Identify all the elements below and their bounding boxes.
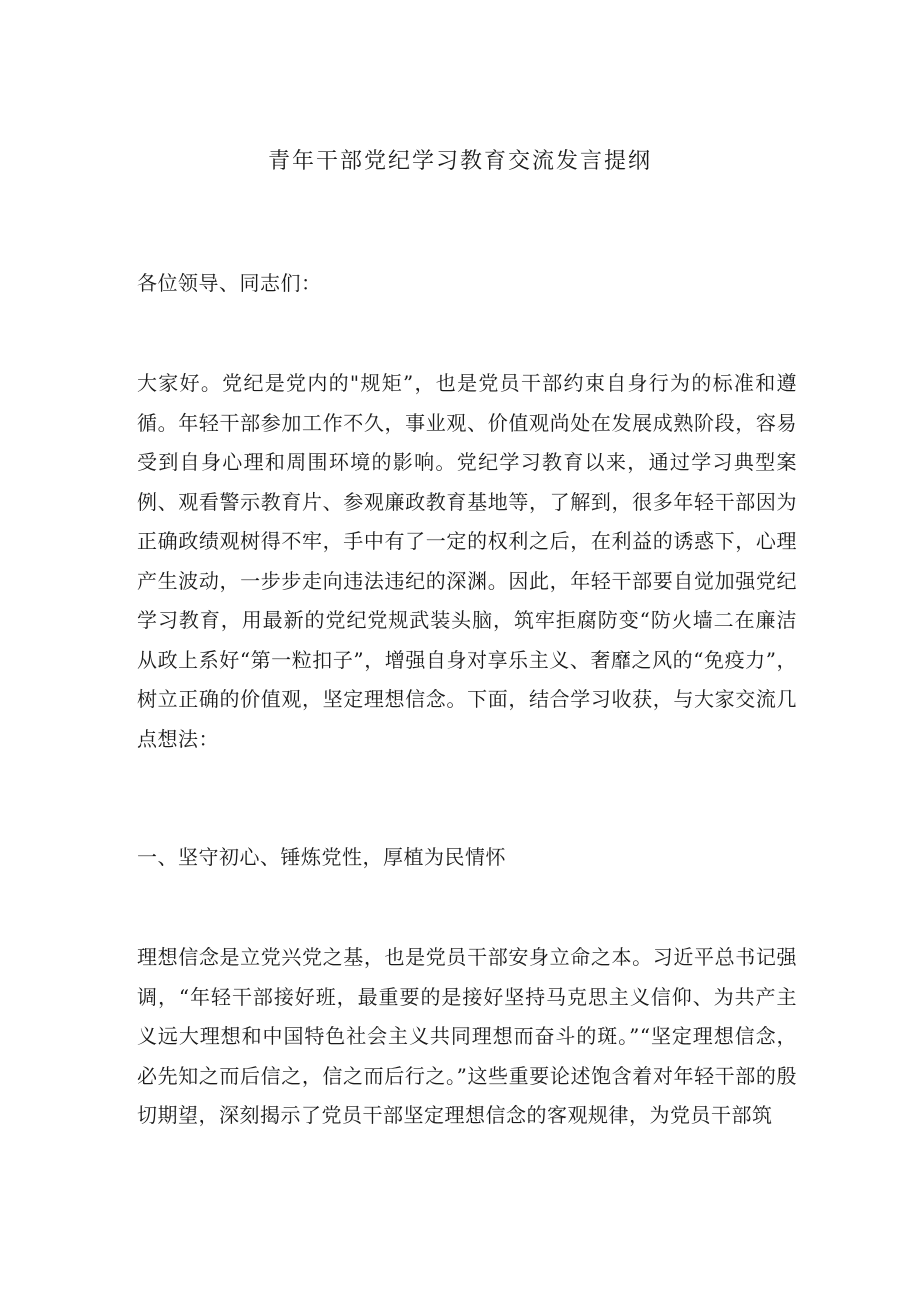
salutation — [137, 264, 797, 304]
paragraph-introduction — [137, 364, 797, 759]
paragraph-text: 理想信念是立党兴党之基，也是党员干部安身立命之本。习近平总书记强调，“年轻干部接好班，最重要的是接好坚持马克思主义信仰、为共产主义远大理想和中国特色社会主义共同理想而奋斗的斑。”“坚定理想信念，必先知之而后信之，信之而后行之。”这些重要论述饱含着对年轻干部的殷切期望，深刻揭示了党员干部坚定理想信念的客观规律，为党员干部筑 — [137, 945, 797, 1127]
section-heading-1 — [137, 838, 797, 878]
salutation-text: 各位领导、同志们： — [137, 271, 322, 295]
paragraph-text: 大家好。党纪是党内的"规矩”，也是党员干部约束自身行为的标准和遵循。年轻干部参加工作不久，事业观、价值观尚处在发展成熟阶段，容易受到自身心理和周围环境的影响。党纪学习教育以来，通过学习典型案例、观看警示教育片、参观廉政教育基地等，了解到，很多年轻干部因为正确政绩观树得不牢，手中有了一定的权利之后，在利益的诱惑下，心理产生波动，一步步走向违法违纪的深渊。因此，年轻干部要自觉加强党纪学习教育，用最新的党纪党规武装头脑，筑牢拒腐防变“防火墙二在廉洁从政上系好“第一粒扣子”，增强自身对享乐主义、奢靡之风的“免疫力”，树立正确的价值观，坚定理想信念。下面，结合学习收获，与大家交流几点想法： — [137, 371, 797, 751]
document-title: 青年干部党纪学习教育交流发言提纲 — [267, 149, 652, 174]
section-heading-text: 一、坚守初心、锤炼党性，厚植为民情怀 — [137, 845, 506, 869]
paragraph-section-1 — [137, 938, 797, 1136]
